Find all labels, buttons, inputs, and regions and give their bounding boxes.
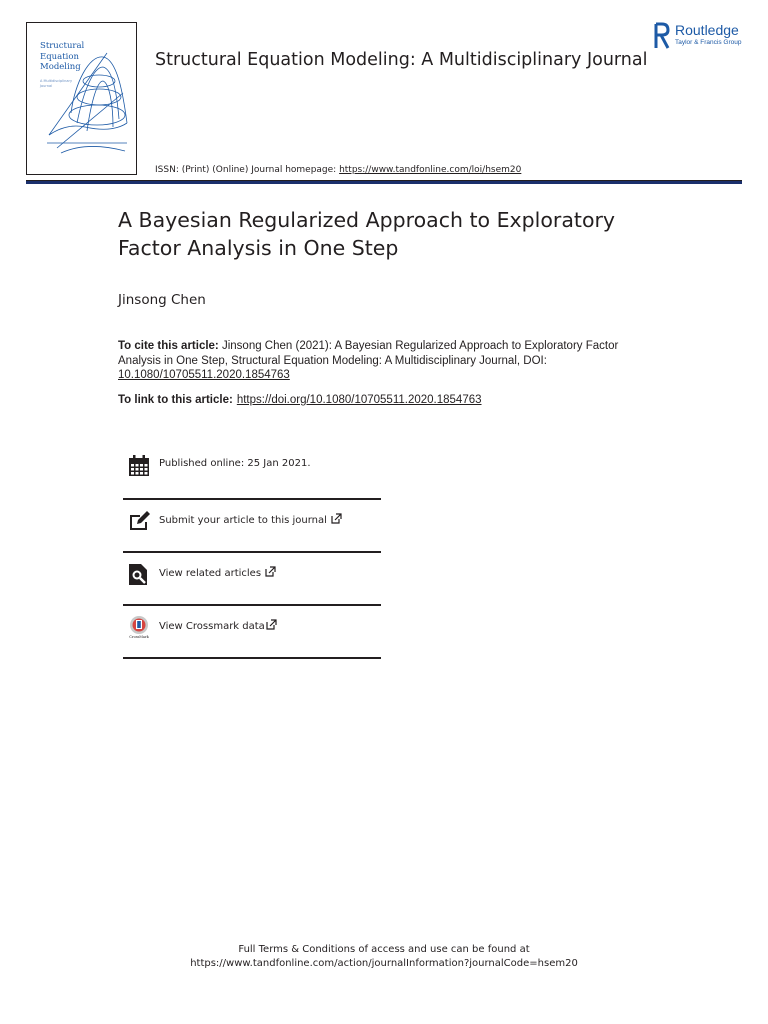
citation-text: Jinsong Chen (2021): A Bayesian Regularized Approach to Exploratory Factor Analysis in One Step, Structural Equation Modeling: A Multidisciplinary Journal, DOI: [118, 340, 619, 367]
external-link-icon [266, 619, 277, 630]
cover-title-line: Structural [40, 41, 85, 51]
cover-subtitle-line: Journal [40, 83, 53, 88]
external-link-icon [265, 566, 276, 577]
published-online-label: Published online: 25 Jan 2021. [159, 458, 311, 469]
citation-label: To cite this article: [118, 340, 219, 352]
citation-block [118, 339, 638, 383]
issn-text: ISSN: (Print) (Online) Journal homepage: [155, 165, 340, 175]
related-articles-label [159, 566, 276, 579]
cover-subtitle-line: A Multidisciplinary [40, 79, 73, 83]
search-document-icon [127, 562, 151, 586]
related-articles-text: View related articles [159, 568, 262, 579]
cover-subtitle [40, 79, 72, 88]
crossmark-text: View Crossmark data [159, 621, 265, 632]
calendar-icon [127, 454, 151, 478]
routledge-logo-icon [653, 22, 671, 50]
article-title-line: Factor Analysis in One Step [118, 236, 399, 260]
journal-title: Structural Equation Modeling: A Multidisciplinary Journal [155, 50, 648, 70]
publisher-brand: Routledge [675, 22, 739, 38]
journal-homepage-link[interactable]: https://www.tandfonline.com/loi/hsem20 [339, 165, 522, 175]
citation-doi-link[interactable]: 10.1080/10705511.2020.1854763 [118, 369, 290, 381]
footer-terms [0, 943, 768, 971]
edit-icon [127, 509, 151, 533]
article-link-line [118, 394, 482, 406]
external-link-icon [331, 513, 342, 524]
cover-title-line: Equation [40, 51, 79, 62]
submit-article-text: Submit your article to this journal [159, 515, 327, 526]
article-author: Jinsong Chen [118, 292, 206, 308]
crossmark-caption: CrossMark [129, 635, 149, 639]
article-doi-link[interactable]: https://doi.org/10.1080/10705511.2020.1854763 [236, 394, 482, 406]
journal-cover [26, 22, 137, 175]
publisher-logo [653, 22, 745, 52]
submit-article-label [159, 513, 342, 526]
publisher-group: Taylor & Francis Group [675, 39, 742, 46]
cover-title [40, 41, 84, 73]
article-title [118, 206, 678, 262]
header-divider-accent [26, 181, 742, 184]
crossmark-label [159, 619, 277, 632]
crossmark-icon [127, 615, 151, 639]
item-divider [123, 657, 381, 659]
article-link-label: To link to this article: [118, 394, 233, 406]
footer-terms-link[interactable]: https://www.tandfonline.com/action/journalInformation?journalCode=hsem20 [190, 958, 578, 969]
issn-line [155, 165, 521, 175]
cover-title-line: Modeling [40, 62, 81, 72]
footer-terms-text: Full Terms & Conditions of access and use can be found at [238, 944, 530, 955]
article-title-line: A Bayesian Regularized Approach to Exploratory [118, 208, 616, 232]
published-online-item [123, 442, 381, 494]
related-articles-link[interactable] [123, 550, 381, 602]
submit-article-link[interactable] [123, 497, 381, 549]
crossmark-link[interactable] [123, 603, 381, 655]
